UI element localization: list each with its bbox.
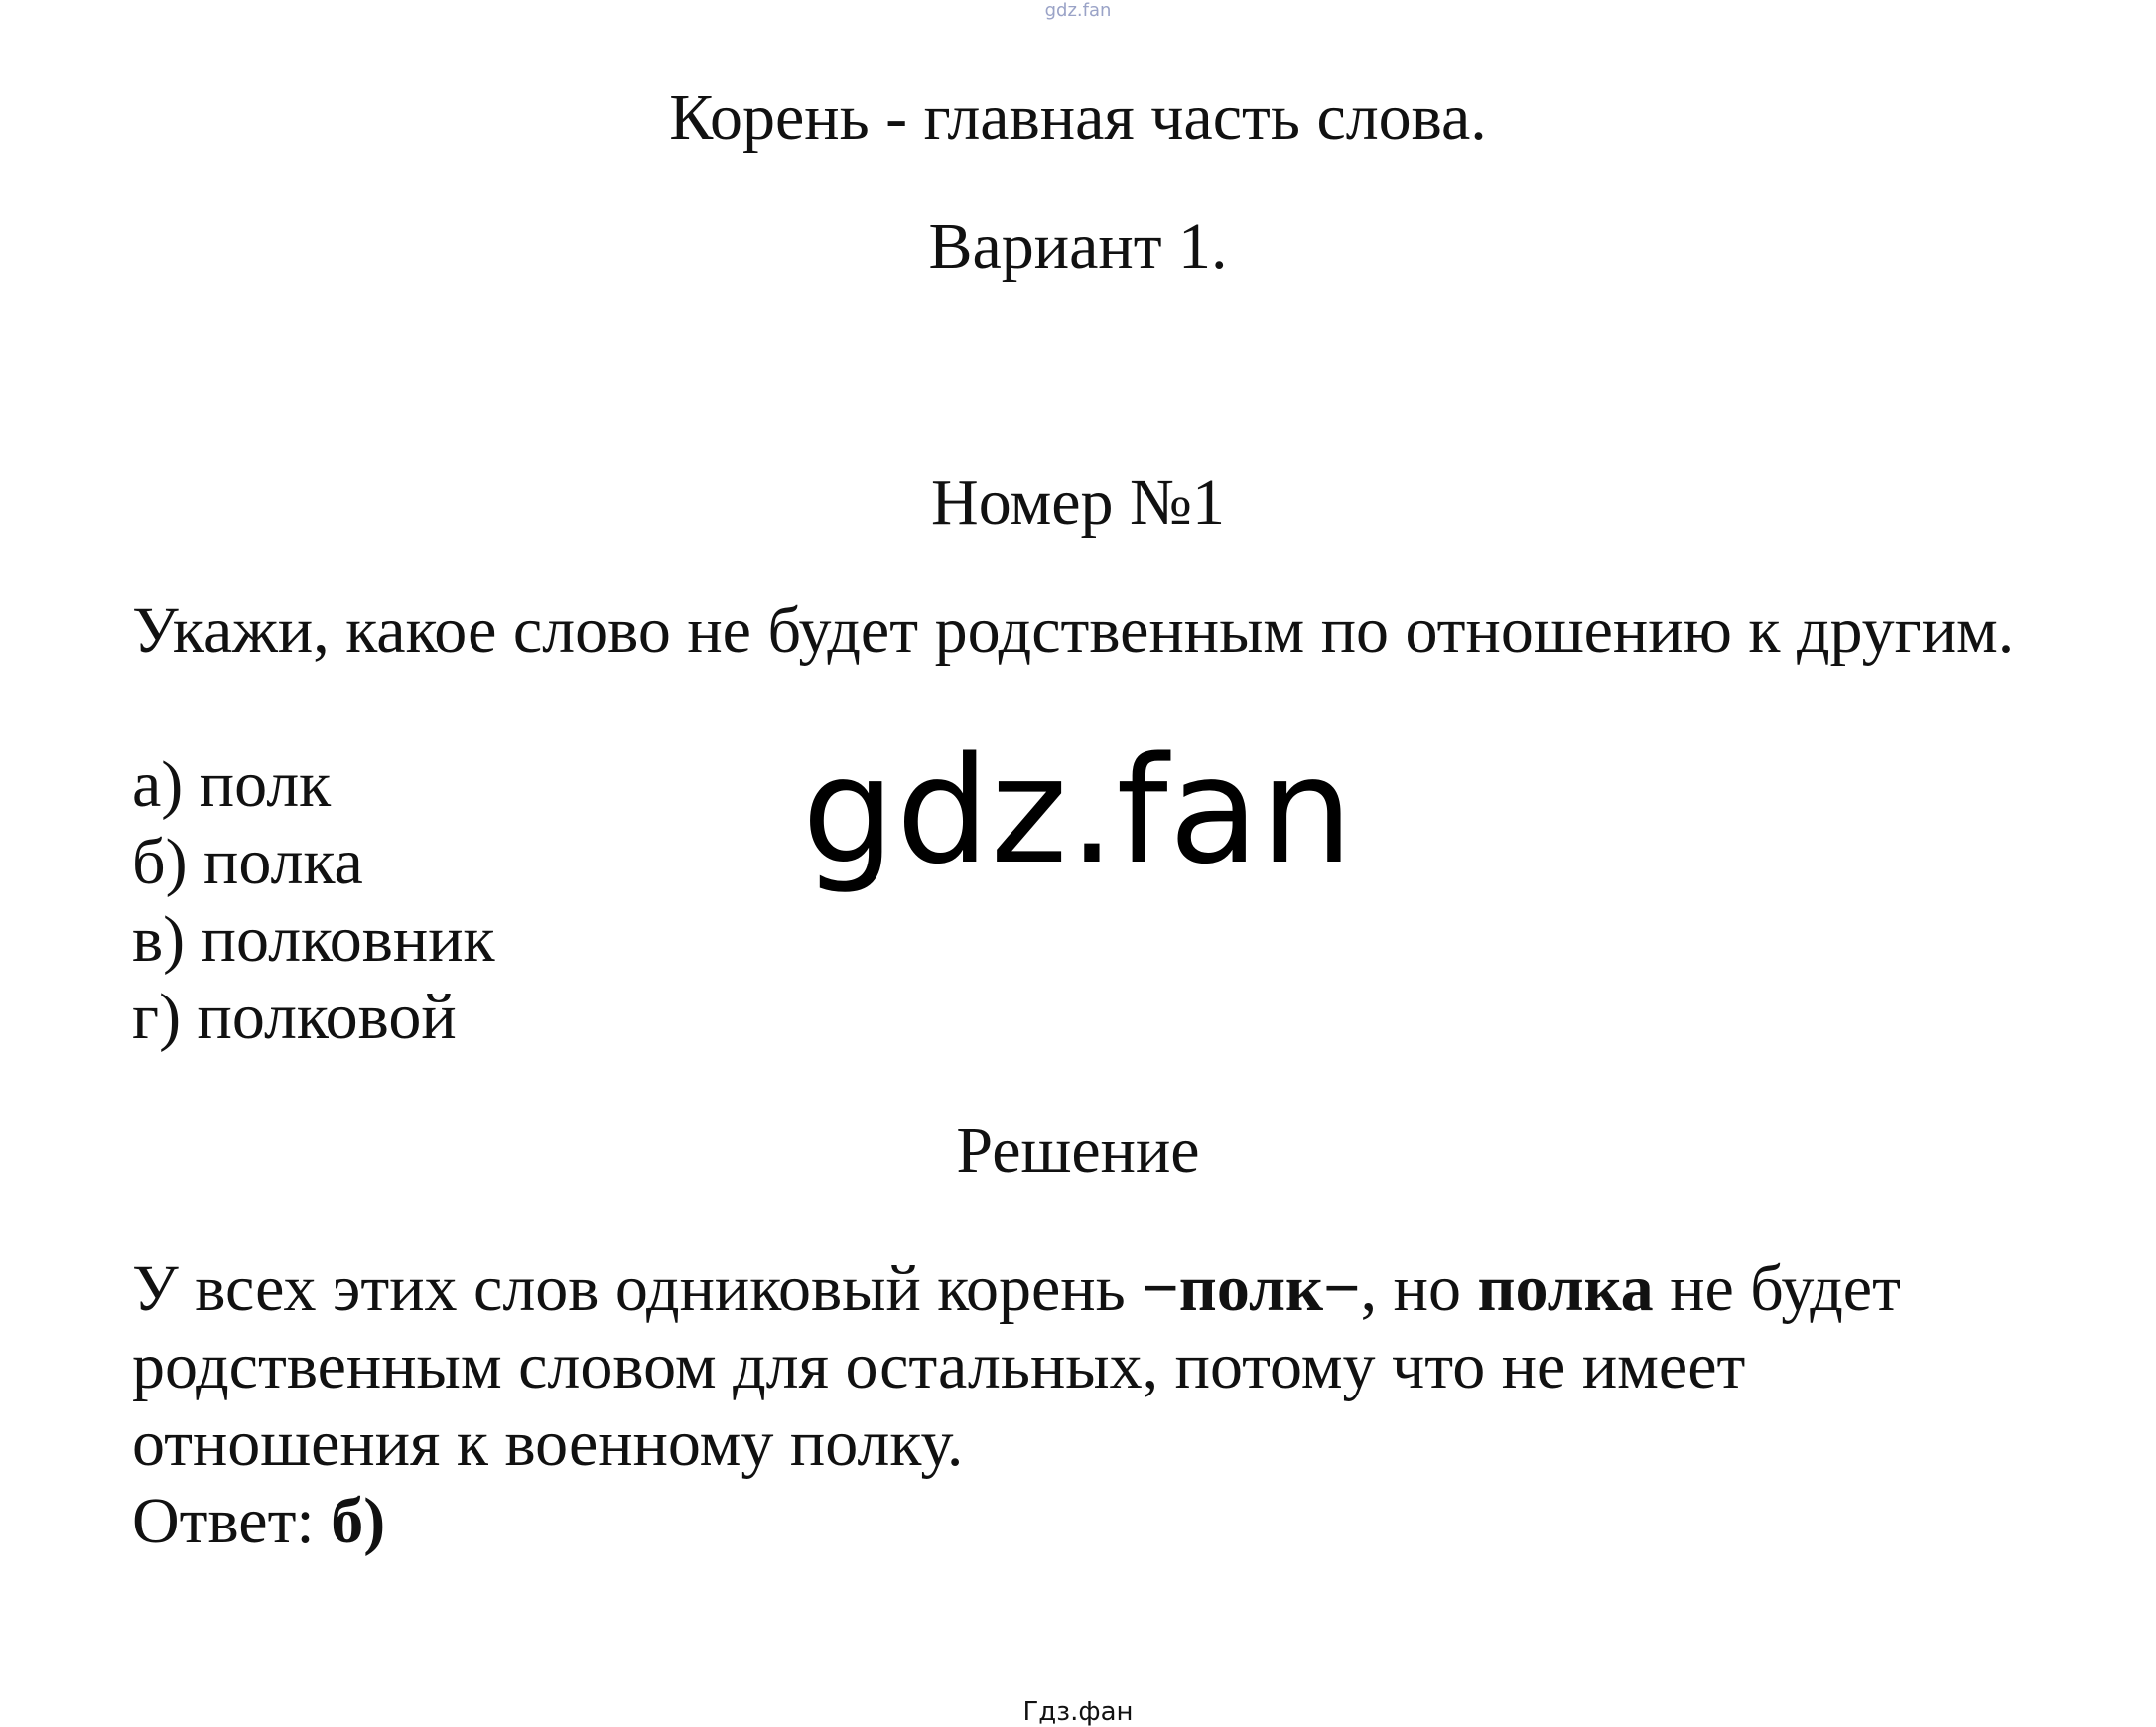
option-c: в) полковник (132, 903, 495, 976)
solution-part2: , но (1360, 1253, 1478, 1325)
solution-part1: У всех этих слов одниковый корень (132, 1253, 1143, 1325)
solution-text (132, 1251, 2068, 1483)
solution-heading: Решение (956, 1115, 1200, 1187)
answer-label: Ответ: (132, 1485, 332, 1557)
option-a: а) полк (132, 748, 332, 821)
answer-options (132, 746, 2068, 1056)
solution-part3: не будет родственным словом для остальных, потому что не имеет отношения к военному полку. (132, 1253, 1901, 1480)
top-watermark: gdz.fan (1044, 0, 1112, 21)
footer-watermark: Гдз.фан (1022, 1697, 1134, 1727)
solution-word: полка (1477, 1253, 1654, 1325)
variant-heading: Вариант 1. (928, 210, 1228, 283)
option-d: г) полковой (132, 981, 457, 1053)
answer-value: б) (331, 1485, 386, 1557)
task-number-heading: Номер №1 (931, 466, 1225, 539)
page-title: Корень - главная часть слова. (669, 81, 1487, 154)
solution-root: −полк− (1142, 1253, 1361, 1325)
answer-line (132, 1483, 2068, 1560)
center-watermark: gdz.fan (801, 726, 1355, 896)
option-b: б) полка (132, 826, 363, 898)
task-question: Укажи, какое слово не будет родственным по отношению к другим. (132, 595, 2015, 667)
